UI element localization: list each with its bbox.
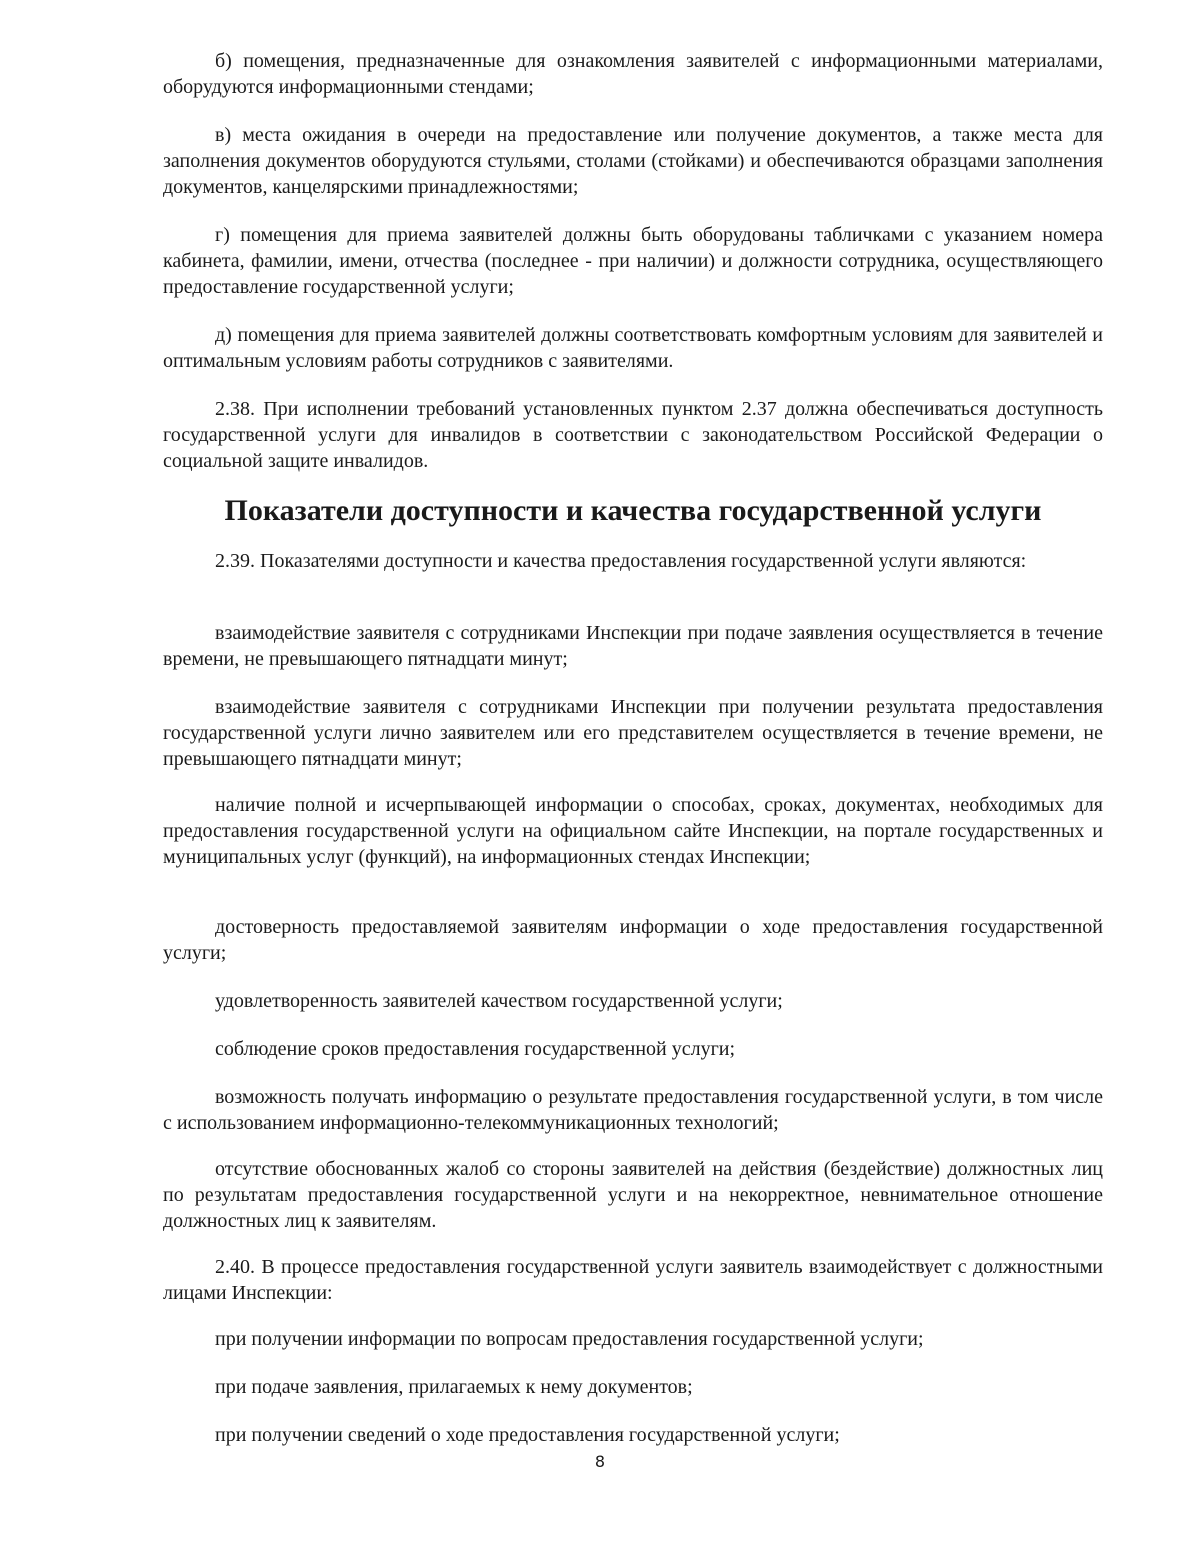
indicator-result-information: возможность получать информацию о результате предоставления государственной услуги, в том числе с использованием информационно-телекоммуникационных технологий; (163, 1086, 1103, 1134)
indicator-information-reliability: достоверность предоставляемой заявителям информации о ходе предоставления государственной услуги; (163, 916, 1103, 964)
page-number: 8 (594, 1452, 606, 1471)
interaction-submission: при подаче заявления, прилагаемых к нему документов; (215, 1376, 693, 1398)
indicator-satisfaction: удовлетворенность заявителей качеством государственной услуги; (215, 990, 783, 1012)
paragraph-d: д) помещения для приема заявителей должны соответствовать комфортным условиям для заявителей и оптимальным условиям работы сотрудников с заявителями. (163, 324, 1103, 372)
section-heading: Показатели доступности и качества государственной услуги (224, 494, 1042, 527)
paragraph-b: б) помещения, предназначенные для ознакомления заявителей с информационными материалами, оборудуются информационными стендами; (163, 50, 1103, 98)
indicator-information-availability: наличие полной и исчерпывающей информации о способах, сроках, документах, необходимых для предоставления государственной услуги на официальном сайте Инспекции, на портале государственных и муниципальных услуг (функций), на информационных стендах Инспекции; (163, 794, 1103, 868)
indicator-deadlines: соблюдение сроков предоставления государственной услуги; (215, 1038, 736, 1060)
paragraph-2-39: 2.39. Показателями доступности и качества предоставления государственной услуги являются: (215, 550, 1027, 572)
interaction-progress: при получении сведений о ходе предоставления государственной услуги; (215, 1424, 840, 1446)
paragraph-g: г) помещения для приема заявителей должны быть оборудованы табличками с указанием номера кабинета, фамилии, имени, отчества (последнее - при наличии) и должности сотрудника, осуществляющего предоставление государственной услуги; (163, 224, 1103, 298)
indicator-result-time: взаимодействие заявителя с сотрудниками Инспекции при получении результата предоставления государственной услуги лично заявителем или его представителем осуществляется в течение времени, не превышающего пятнадцати минут; (163, 696, 1103, 770)
indicator-no-complaints: отсутствие обоснованных жалоб со стороны заявителей на действия (бездействие) должностных лиц по результатам предоставления государственной услуги и на некорректное, невнимательное отношение должностных лиц к заявителям. (163, 1158, 1103, 1232)
paragraph-2-38: 2.38. При исполнении требований установленных пунктом 2.37 должна обеспечиваться доступность государственной услуги для инвалидов в соответствии с законодательством Российской Федерации о социальной защите инвалидов. (163, 398, 1103, 472)
interaction-information: при получении информации по вопросам предоставления государственной услуги; (215, 1328, 924, 1350)
paragraph-2-40: 2.40. В процессе предоставления государственной услуги заявитель взаимодействует с должностными лицами Инспекции: (163, 1256, 1103, 1304)
paragraph-v: в) места ожидания в очереди на предоставление или получение документов, а также места для заполнения документов оборудуются стульями, столами (стойками) и обеспечиваются образцами заполнения документов, канцелярскими принадлежностями; (163, 124, 1103, 198)
indicator-submission-time: взаимодействие заявителя с сотрудниками Инспекции при подаче заявления осуществляется в течение времени, не превышающего пятнадцати минут; (163, 622, 1103, 670)
